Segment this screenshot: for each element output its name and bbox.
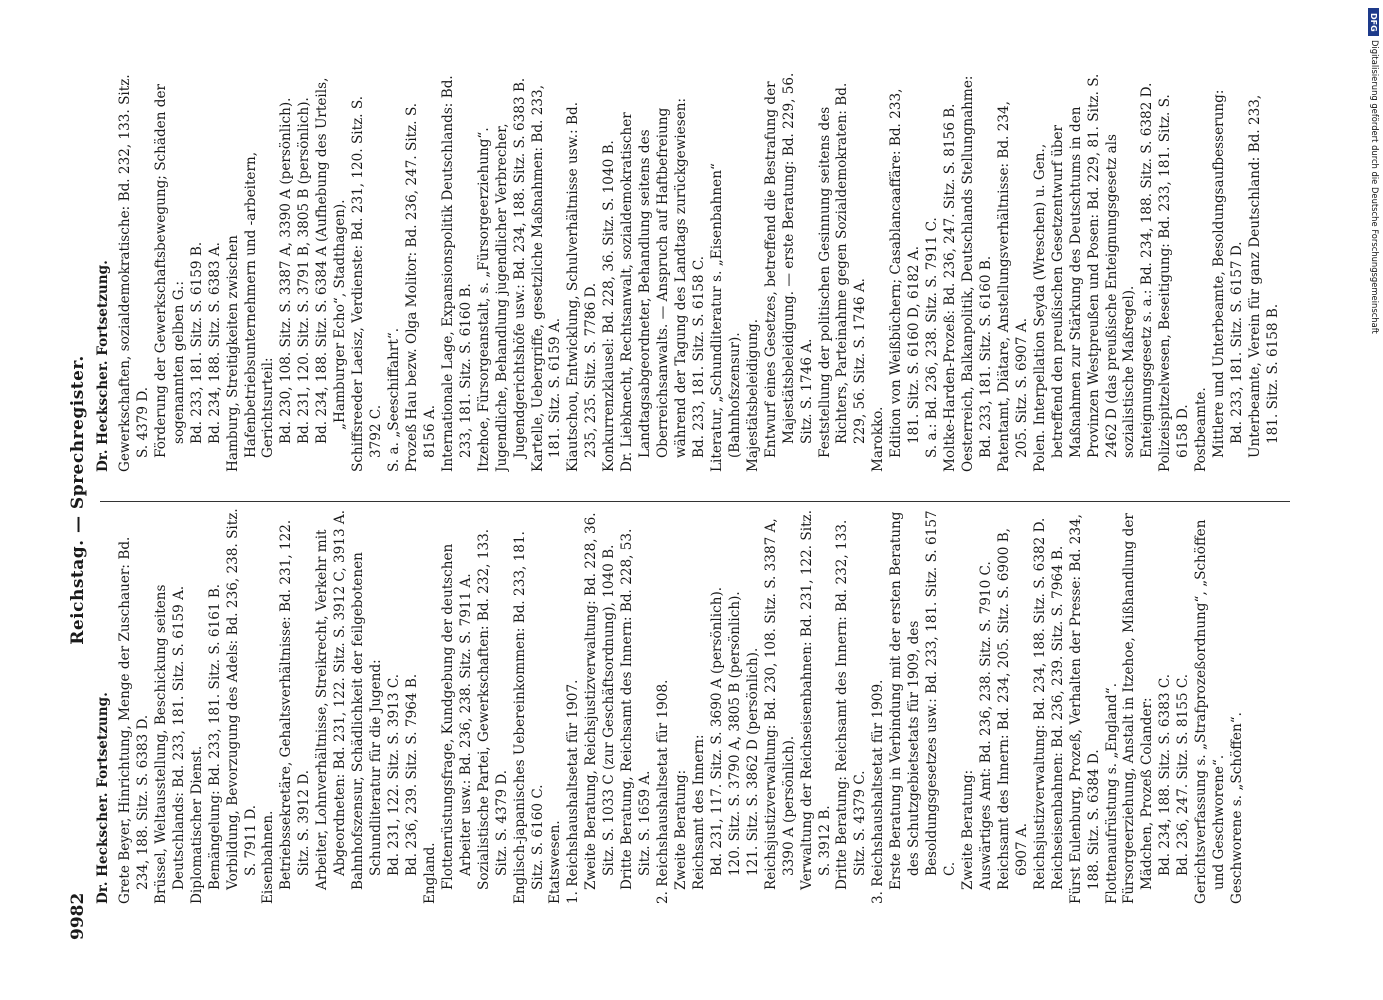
register-entry: Moltke-Harden-Prozeß: Bd. 236, 247. Sitz. S. 8156 B. [942, 103, 959, 472]
register-entry: Brüssel, Weltausstellung, Beschickung seitens Deutschlands: Bd. 233, 181. Sitz. S. 6159 A. [152, 584, 187, 904]
register-entry: Prozeß Hau bezw. Olga Molitor: Bd. 236, 247. Sitz. S. 8156 A. [403, 102, 438, 472]
register-entry: Hamburg, Streitigkeiten zwischen Hafenbetriebsunternehmern und -arbeitern, Gerichtsurteil: [224, 151, 277, 472]
register-entry: Bahnhofszensur, Schädlichkeit der feilgebotenen Schundliteratur für die Jugend: [350, 552, 385, 890]
register-entry: Diplomatischer Dienst. [188, 745, 205, 904]
left-column-entries [117, 504, 1247, 904]
register-entry: Verwaltung der Reichseisenbahnen: Bd. 231, 122. Sitz. S. 3912 B. [798, 509, 833, 890]
register-entry: Schiffsreeder Laeisz, Verdienste: Bd. 231, 120. Sitz. S. 3792 C. [350, 95, 385, 472]
digitization-credit: Digitalisierung gefördert durch die Deutsche Forschungsgemeinschaft [1370, 40, 1380, 334]
register-entry: Englisch-japanisches Uebereinkommen: Bd. 233, 181. Sitz. S. 6160 C. [511, 531, 546, 904]
register-entry: Betriebssekretäre, Gehaltsverhältnisse: Bd. 231, 122. Sitz. S. 3912 D. [278, 519, 313, 890]
register-entry: Oesterreich, Balkanpolitik, Deutschlands Stellungnahme: Bd. 233, 181. Sitz. S. 6160 B. [960, 75, 994, 472]
register-entry: Kartelle, Uebergriffe, gesetzliche Maßnahmen: Bd. 233, 181. Sitz. S. 6159 A. [529, 84, 564, 472]
register-entry: Arbeiter, Lohnverhältnisse, Streikrecht, Verkehr mit Abgeordneten: Bd. 231, 122. Sitz. S. 3912 C, 3913 A. [314, 509, 349, 890]
register-entry: Kiautschou, Entwicklung, Schulverhältnisse usw.: Bd. 235, 235. Sitz. S. 7786 D. [565, 101, 600, 472]
register-entry: Marokko. [870, 406, 887, 472]
register-entry: Polizeispitzelwesen, Beseitigung: Bd. 233, 181. Sitz. S. 6158 D. [1157, 94, 1192, 472]
register-entry: Grete Beyer, Hinrichtung, Menge der Zuschauer: Bd. 234, 188. Sitz. S. 6383 D. [116, 536, 151, 904]
dfg-seal: DFG [1368, 8, 1379, 36]
register-entry: Konkurrenzklausel: Bd. 228, 36. Sitz. S. 1040 B. [601, 140, 618, 472]
register-entry: Polen. Interpellation Seyda (Wreschen) u. Gen., betreffend den preußischen Gesetzentwurf über Maßnahmen zur Stärkung des Deutschtums in den Provinzen Westpreußen und Posen: Bd. 229, 81. Sitz. S. 2462 D (das preußische Enteignungsgesetz als sozialistische Maßregel). [1031, 73, 1138, 472]
register-entry: England. [421, 842, 438, 904]
register-entry: Jugendliche, Behandlung jugendlicher Verbrecher, Jugendgerichtshöfe usw.: Bd. 234, 188. Sitz. S. 6383 B. [493, 77, 528, 472]
register-entry: Bemängelung: Bd. 233, 181. Sitz. S. 6161 B. [206, 583, 223, 890]
register-entry: Bd. 234, 188. Sitz. S. 6383 C. [1157, 673, 1174, 876]
register-entry: Reichsamt des Innern: [690, 734, 707, 890]
register-entry: Bd. 231, 122. Sitz. S. 3913 C. [386, 673, 402, 876]
register-entry: Bd. 233, 181. Sitz. S. 6159 B. [188, 241, 205, 444]
register-entry: 120. Sitz. S. 3790 A, 3805 B (persönlich). [726, 591, 743, 876]
column-divider [100, 501, 1290, 502]
register-entry: Edition von Weißbüchern; Casablancaaffäre: Bd. 233, 181. Sitz. S. 6160 D, 6182 A. [888, 88, 923, 458]
register-entry: Itzehoe, Fürsorgeanstalt, s. „Fürsorgeerziehung“. [475, 127, 492, 472]
register-entry: Zweite Beratung, Reichsjustizverwaltung: Bd. 228, 36. Sitz. S. 1033 C (zur Geschäftsordnung), 1040 B. [583, 512, 618, 890]
register-entry: Unterbeamte, Verein für ganz Deutschland: Bd. 233, 181. Sitz. S. 6158 B. [1247, 94, 1281, 458]
register-entry: Patentamt, Diätare, Anstellungsverhältnisse: Bd. 234, 205. Sitz. S. 6907 A. [995, 100, 1030, 472]
register-entry: Bd. 234, 188. Sitz. S. 6384 A (Aufhebung des Urteils, „Hamburger Echo“, Stadthagen). [314, 77, 349, 444]
register-entry: Bd. 236, 247. Sitz. S. 8155 C. [1175, 673, 1192, 876]
register-entry: Entwurf eines Gesetzes, betreffend die Bestrafung der Majestätsbeleidigung. — erste Beratung: Bd. 229, 56. Sitz. S. 1746 A. [762, 72, 815, 458]
register-entry: Gerichtsverfassung s. „Strafprozeßordnung“, „Schöffen und Geschworene“. [1193, 519, 1228, 904]
running-title: Reichstag. — Sprechregister. [68, 355, 88, 645]
right-column-entries [117, 72, 1283, 472]
register-entry: Förderung der Gewerkschaftsbewegung; Schäden der sogenannten gelben G.: [152, 83, 187, 458]
register-entry: Sozialistische Partei, Gewerkschaften: Bd. 232, 133. Sitz. S. 4379 D. [475, 528, 510, 890]
register-entry: S. a. „Seeschiffahrt“. [386, 327, 402, 472]
register-entry: Flottenrüstungsfrage, Kundgebung der deutschen Arbeiter usw.: Bd. 236, 238. Sitz. S. 7911 A. [439, 543, 474, 890]
register-entry: Zweite Beratung: [673, 769, 689, 890]
right-column [95, 72, 1290, 472]
register-entry: Erste Beratung in Verbindung mit der ersten Beratung des Schutzgebietsetats für 1909, des Besoldungsgesetzes usw.: Bd. 233, 181. Sitz. S. 6157 C. [888, 510, 959, 890]
register-entry: Enteignungsgesetz s. a.: Bd. 234, 188. Sitz. S. 6382 D. [1139, 82, 1156, 458]
register-entry: Bd. 236, 239. Sitz. S. 7964 B. [403, 673, 420, 876]
register-entry: Reichsamt des Innern: Bd. 234, 205. Sitz. S. 6900 B, 6907 A. [995, 527, 1030, 890]
register-entry: 3. Reichshaushaltsetat für 1909. [870, 679, 887, 904]
page-header [60, 60, 100, 940]
left-column [95, 504, 1290, 904]
register-entry: Dritte Beratung: Reichsamt des Innern: Bd. 232, 133. Sitz. S. 4379 C. [834, 519, 869, 890]
register-entry: Dritte Beratung, Reichsamt des Innern: Bd. 228, 53. Sitz. S. 1659 A. [619, 528, 654, 890]
register-entry: Bd. 230, 108. Sitz. S. 3387 A, 3390 A (persönlich). [278, 97, 295, 444]
register-entry: Reichsjustizverwaltung: Bd. 230, 108. Sitz. S. 3387 A, 3390 A (persönlich). [762, 518, 797, 890]
register-entry: Reichsjustizverwaltung: Bd. 234, 188. Sitz. S. 6382 D. [1031, 517, 1048, 890]
left-column-head: Dr. Heckscher. Fortsetzung. [95, 692, 111, 904]
register-entry: Gewerkschaften, sozialdemokratische: Bd. 232, 133. Sitz. S. 4379 D. [116, 74, 151, 472]
register-entry: Postbeamte. [1193, 387, 1210, 472]
register-entry: Feststellung der politischen Gesinnung seitens des Richters, Parteinahme gegen Sozialdemokraten: Bd. 229, 56. Sitz. S. 1746 A. [816, 82, 869, 458]
register-entry: Zweite Beratung: [960, 769, 976, 890]
register-entry: Bd. 234, 188. Sitz. S. 6383 A. [206, 242, 223, 444]
register-entry: Bd. 231, 117. Sitz. S. 3690 A (persönlich). [708, 586, 725, 876]
register-entry: Literatur, „Schundliteratur s. „Eisenbahnen“ (Bahnhofszensur). [708, 163, 743, 472]
register-entry: Fürst Eulenburg, Prozeß, Verhalten der Presse: Bd. 234, 188. Sitz. S. 6384 D. [1067, 514, 1102, 904]
register-entry: Eisenbahnen. [260, 810, 277, 904]
page-number: 9982 [68, 892, 88, 940]
register-entry: 121. Sitz. S. 3862 D (persönlich). [744, 647, 761, 876]
register-entry: Bd. 231, 120. Sitz. S. 3791 B, 3805 B (persönlich). [296, 97, 313, 444]
register-entry: Reichseisenbahnen: Bd. 236, 239. Sitz. S. 7964 B. [1049, 545, 1066, 890]
register-entry: 2. Reichshaushaltsetat für 1908. [655, 679, 672, 904]
register-entry: Dr. Liebknecht, Rechtsanwalt, sozialdemokratischer Landtagsabgeordneter, Behandlung seitens des Oberreichsanwalts. — Anspruch auf Haftbefreiung während der Tagung des Landtags zurückgewiesen: Bd. 233, 181. Sitz. S. 6158 C. [619, 97, 707, 472]
right-column-head: Dr. Heckscher. Fortsetzung. [95, 260, 111, 472]
register-entry: Etatswesen. [547, 820, 564, 904]
register-entry: Internationale Lage, Expansionspolitik Deutschlands: Bd. 233, 181. Sitz. S. 6160 B. [439, 75, 474, 472]
register-entry: Vorbildung, Bevorzugung des Adels: Bd. 236, 238. Sitz. S. 7911 D. [224, 508, 259, 890]
register-entry: 1. Reichshaushaltsetat für 1907. [565, 679, 582, 904]
register-entry: Flottenaufrüstung s. „England“. [1103, 682, 1120, 904]
register-entry: S. a.: Bd. 236, 238. Sitz. S. 7911 C. [924, 217, 941, 458]
register-entry: Geschworene s. „Schöffen“. [1229, 712, 1246, 904]
register-entry: Majestätsbeleidigung. [744, 318, 761, 472]
register-entry: Auswärtiges Amt: Bd. 236, 238. Sitz. S. 7910 C. [977, 561, 994, 890]
register-entry: Mittlere und Unterbeamte, Besoldungsaufbesserung: Bd. 233, 181. Sitz. S. 6157 D. [1211, 89, 1246, 458]
register-entry: Fürsorgeerziehung, Anstalt in Itzehoe, Mißhandlung der Mädchen, Prozeß Colander: [1121, 513, 1156, 904]
